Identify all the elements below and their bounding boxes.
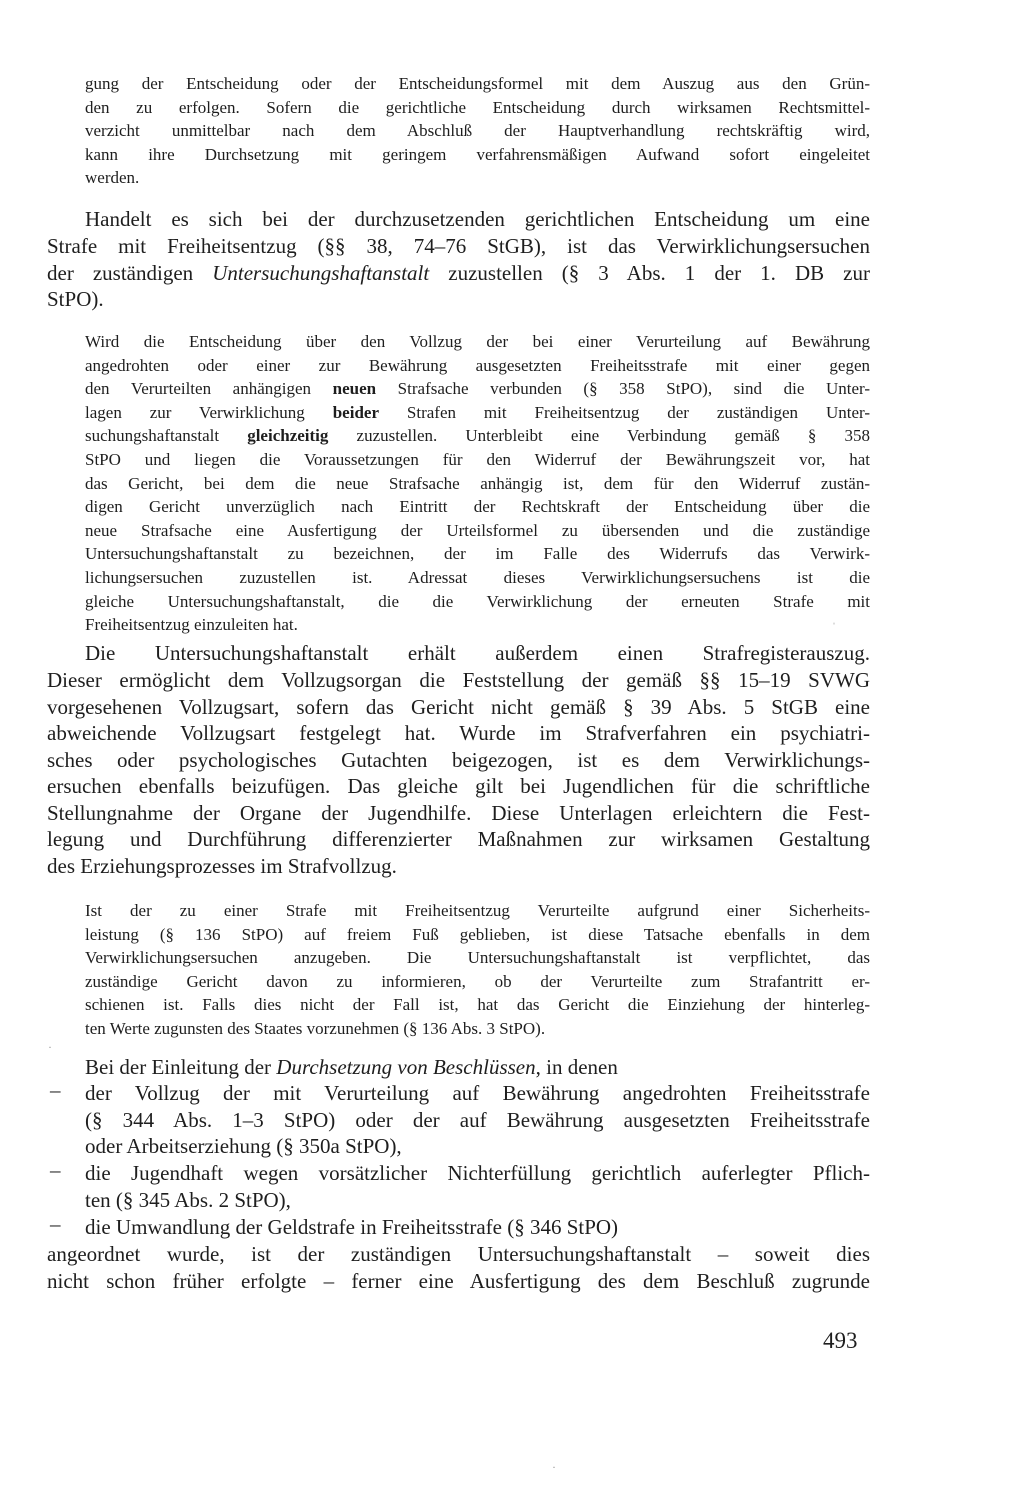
text-line: nicht schon früher erfolgte – ferner eine Ausfertigung des dem Beschluß zugrunde xyxy=(47,1268,870,1293)
paragraph-strafregister xyxy=(47,667,870,879)
text-line: StPO). xyxy=(47,287,104,311)
text-line: ten Werte zugunsten des Staates vorzunehmen (§ 136 Abs. 3 StPO). xyxy=(85,1018,546,1038)
text-line: abweichende Vollzugsart festgelegt hat. Wurde im Strafverfahren ein psychiatri- xyxy=(47,721,870,745)
text-line: die Jugendhaft wegen vorsätzlicher Nichterfüllung gerichtlich auferlegter Pflich- xyxy=(85,1161,870,1185)
text-line: verzicht unmittelbar nach dem Abschluß der Hauptverhandlung rechtskräftig wird, xyxy=(85,121,870,141)
text-line: den zu erfolgen. Sofern die gerichtliche Entscheidung durch wirksamen Rechtsmittel- xyxy=(85,97,870,117)
text-line: angedrohten oder einer zur Bewährung ausgesetzten Freiheitsstrafe mit einer gegen xyxy=(85,355,870,375)
text-line: ten (§ 345 Abs. 2 StPO), xyxy=(85,1187,291,1212)
text-fragment: zuzustellen (§ 3 Abs. 1 der 1. DB zur xyxy=(429,260,870,285)
text-line xyxy=(85,377,870,401)
text-line: der Vollzug der mit Verurteilung auf Bewährung angedrohten Freiheitsstrafe xyxy=(85,1081,870,1105)
text-line: Strafe mit Freiheitsentzug (§§ 38, 74–76 StGB), ist das Verwirklichungsersuchen xyxy=(47,234,870,258)
list-item-umwandlung xyxy=(85,1214,870,1241)
list-dash: – xyxy=(50,1212,61,1236)
text-line: digen Gericht unverzüglich nach Eintritt der Rechtskraft der Entscheidung über die xyxy=(85,497,870,517)
paragraph-beschluesse-intro xyxy=(85,1054,870,1081)
text-fragment: zuzustellen. Unterbleibt eine Verbindung gemäß § 358 xyxy=(328,426,870,446)
list-dash: – xyxy=(50,1078,61,1102)
page-number: 493 xyxy=(823,1328,858,1353)
paragraph-continuation xyxy=(85,72,870,190)
paragraph-beschluesse-tail xyxy=(47,1241,870,1294)
text-line: Verwirklichungsersuchen anzugeben. Die Untersuchungshaftanstalt ist verpflichtet, das xyxy=(85,948,870,968)
text-line: zuständige Gericht davon zu informieren, ob der Verurteilte zum Strafantritt er- xyxy=(85,971,870,991)
text-line: angeordnet wurde, ist der zuständigen Untersuchungshaftanstalt – soweit dies xyxy=(47,1242,870,1266)
bold-text: neuen xyxy=(332,379,377,399)
paragraph-freiheitsentzug xyxy=(85,206,870,233)
text-fragment: Strafsache verbunden (§ 358 StPO), sind die Unter- xyxy=(376,379,870,399)
list-item-jugendhaft xyxy=(85,1160,870,1213)
text-fragment: der zuständigen xyxy=(47,260,213,285)
paragraph-freiheitsentzug-body xyxy=(47,233,870,313)
text-line: das Gericht, bei dem die neue Strafsache anhängig ist, dem für den Widerruf zustän- xyxy=(85,473,870,493)
text-line: Freiheitsentzug einzuleiten hat. xyxy=(85,615,298,635)
text-fragment: lagen zur Verwirklichung xyxy=(85,402,333,422)
paragraph-strafregister-first xyxy=(85,640,870,667)
text-line: werden. xyxy=(85,168,140,188)
emphasis-text: Untersuchungshaftanstalt xyxy=(212,260,430,285)
text-line: kann ihre Durchsetzung mit geringem verfahrensmäßigen Aufwand sofort eingeleitet xyxy=(85,144,870,164)
text-line: Die Untersuchungshaftanstalt erhält außerdem einen Strafregisterauszug. xyxy=(85,641,870,665)
text-line: ersuchen ebenfalls beizufügen. Das gleiche gilt bei Jugendlichen für die schriftliche xyxy=(47,774,870,798)
list-item-vollzug xyxy=(85,1080,870,1160)
text-fragment: Strafen mit Freiheitsentzug der zuständigen Unter- xyxy=(379,402,870,422)
paragraph-sicherheitsleistung xyxy=(85,899,870,1041)
paragraph-widerruf xyxy=(85,330,870,637)
emphasis-text: Durchsetzung von Beschlüssen xyxy=(276,1055,536,1079)
text-fragment: suchungshaftanstalt xyxy=(85,426,248,446)
text-line: StPO und liegen die Voraussetzungen für den Widerruf der Bewährungszeit vor, hat xyxy=(85,449,870,469)
bold-text: gleichzeitig xyxy=(247,426,329,446)
text-fragment: den Verurteilten anhängigen xyxy=(85,379,333,399)
bold-text: beider xyxy=(332,402,379,422)
list-dash: – xyxy=(50,1158,61,1182)
text-line: oder Arbeitserziehung (§ 350a StPO), xyxy=(85,1134,402,1158)
text-line: Ist der zu einer Strafe mit Freiheitsentzug Verurteilte aufgrund einer Sicherheits- xyxy=(85,901,870,920)
text-line: lichungsersuchen zuzustellen ist. Adressat dieses Verwirklichungsersuchens ist die xyxy=(85,567,870,587)
text-line: gleiche Untersuchungshaftanstalt, die die Verwirklichung der erneuten Strafe mit xyxy=(85,591,870,611)
scan-mark: · xyxy=(552,1460,556,1474)
text-line: die Umwandlung der Geldstrafe in Freiheitsstrafe (§ 346 StPO) xyxy=(85,1215,619,1239)
text-line: schienen ist. Falls dies nicht der Fall ist, hat das Gericht die Einziehung der hinterleg- xyxy=(85,995,870,1015)
text-line: Stellungnahme der Organe der Jugendhilfe. Diese Unterlagen erleichtern die Fest- xyxy=(47,800,870,825)
text-line: gung der Entscheidung oder der Entscheidungsformel mit dem Auszug aus den Grün- xyxy=(85,74,870,93)
text-line: Wird die Entscheidung über den Vollzug der bei einer Verurteilung auf Bewährung xyxy=(85,332,870,351)
text-line: (§ 344 Abs. 1–3 StPO) oder der auf Bewährung ausgesetzten Freiheitsstrafe xyxy=(85,1107,870,1132)
text-line: Untersuchungshaftanstalt zu bezeichnen, der im Falle des Widerrufs das Verwirk- xyxy=(85,544,870,564)
text-line: legung und Durchführung differenzierter Maßnahmen zur wirksamen Gestaltung xyxy=(47,827,870,851)
scan-mark: · xyxy=(48,1040,52,1054)
text-line xyxy=(85,424,870,448)
text-line: des Erziehungsprozesses im Strafvollzug. xyxy=(47,853,397,878)
text-line: vorgesehenen Vollzugsart, sofern das Gericht nicht gemäß § 39 Abs. 5 StGB eine xyxy=(47,694,870,719)
text-line: neue Strafsache eine Ausfertigung der Urteilsformel zu übersenden und die zuständige xyxy=(85,520,870,540)
text-line: Handelt es sich bei der durchzusetzenden gerichtlichen Entscheidung um eine xyxy=(85,207,870,231)
text-line: Dieser ermöglicht dem Vollzugsorgan die Feststellung der gemäß §§ 15–19 SVWG xyxy=(47,668,870,692)
text-fragment: Bei der Einleitung der xyxy=(85,1055,277,1079)
text-line: sches oder psychologisches Gutachten beigezogen, ist es dem Verwirklichungs- xyxy=(47,747,870,772)
text-line xyxy=(47,260,870,287)
scan-mark: ˈ xyxy=(832,620,836,634)
text-line: leistung (§ 136 StPO) auf freiem Fuß geblieben, ist diese Tatsache ebenfalls in dem xyxy=(85,924,870,944)
text-line xyxy=(85,401,870,425)
text-fragment: , in denen xyxy=(535,1055,618,1079)
